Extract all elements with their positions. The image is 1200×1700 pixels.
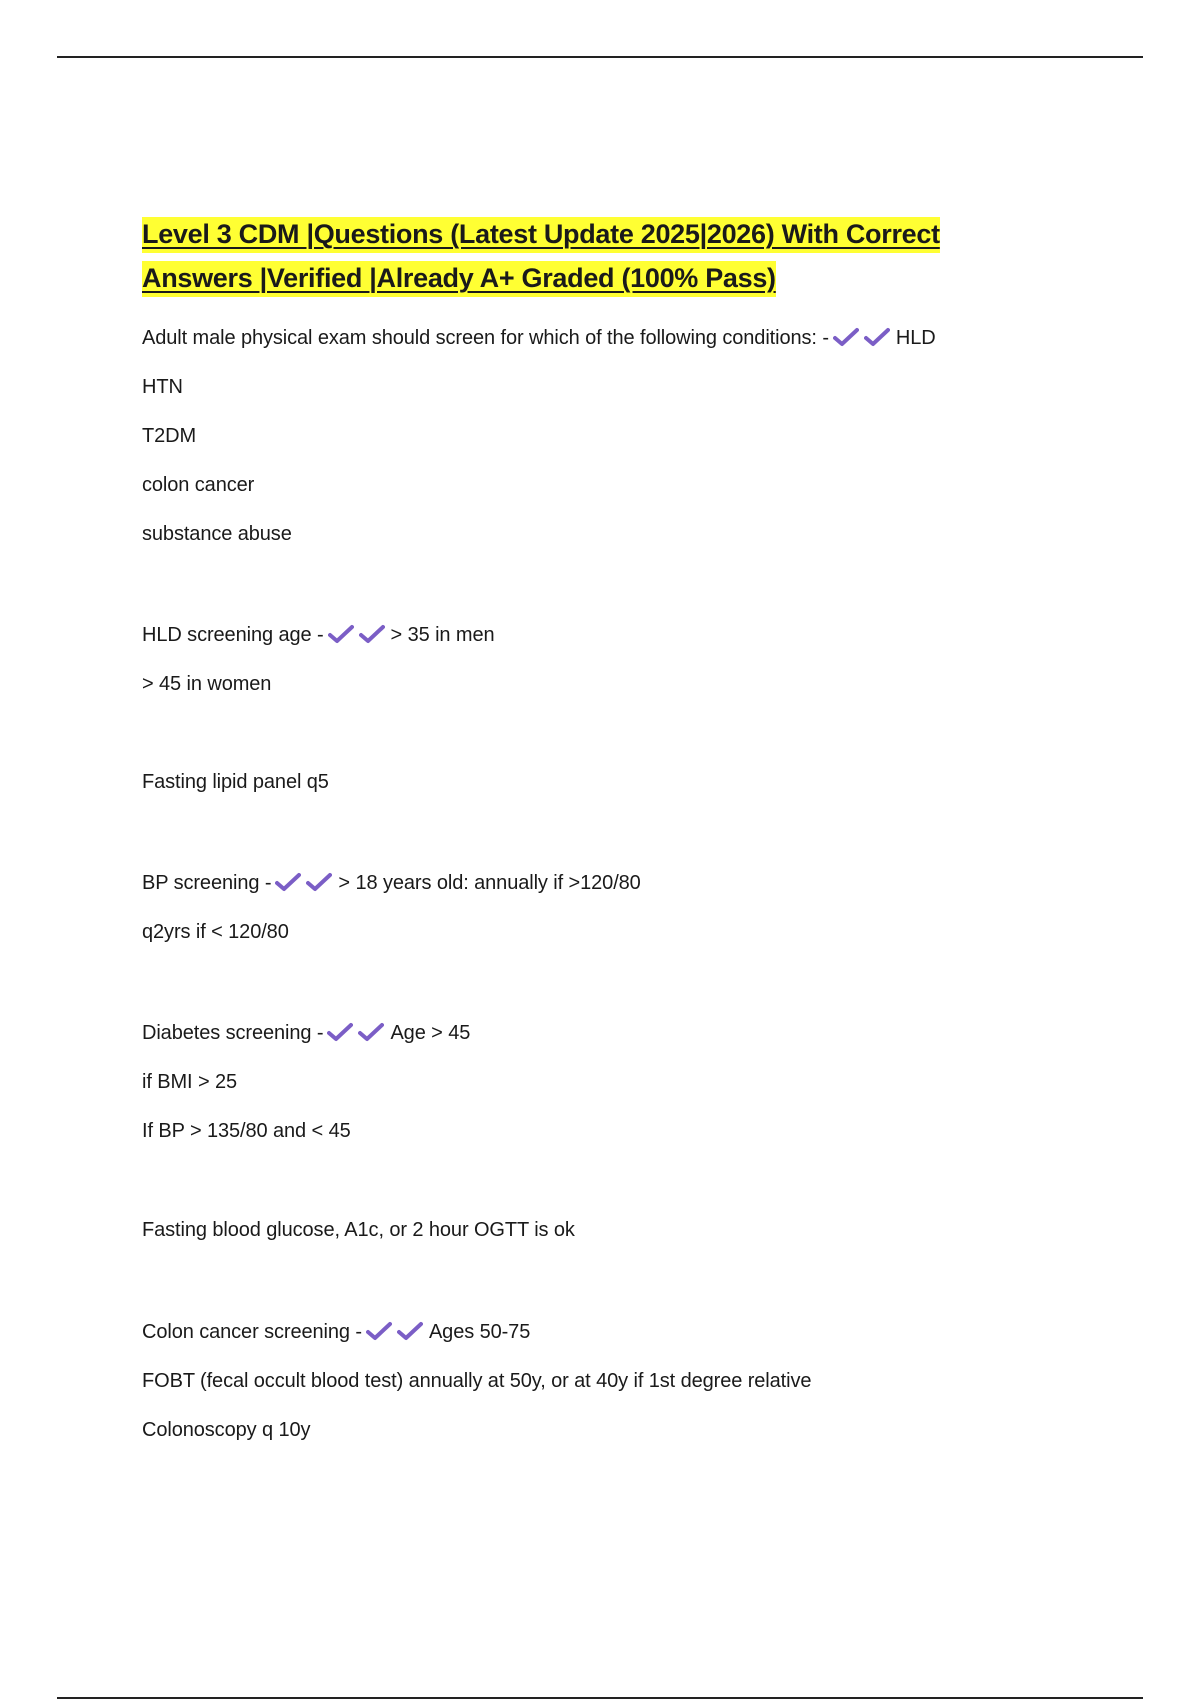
check-icon <box>306 872 332 892</box>
top-rule <box>57 56 1143 58</box>
check-icon <box>359 624 385 644</box>
answer-marker <box>328 624 387 652</box>
check-icon <box>327 1022 353 1042</box>
answer-text: Ages 50-75 <box>428 1321 531 1343</box>
answer-line: FOBT (fecal occult blood test) annually at 50y, or at 40y if 1st degree relative <box>142 1370 812 1392</box>
question-line <box>142 621 495 652</box>
answer-text: Age > 45 <box>390 1022 471 1044</box>
answer-line: substance abuse <box>142 523 292 545</box>
answer-marker <box>366 1321 425 1349</box>
question-text: BP screening - <box>142 872 272 894</box>
answer-line: > 45 in women <box>142 673 272 695</box>
check-icon <box>366 1321 392 1341</box>
bottom-rule <box>57 1697 1143 1699</box>
answer-line: Fasting lipid panel q5 <box>142 771 329 793</box>
question-text: Diabetes screening - <box>142 1022 324 1044</box>
check-icon <box>358 1022 384 1042</box>
question-line <box>142 1019 470 1050</box>
check-icon <box>864 327 890 347</box>
answer-line: if BMI > 25 <box>142 1071 238 1093</box>
question-line <box>142 869 641 900</box>
answer-marker <box>327 1022 386 1050</box>
check-icon <box>275 872 301 892</box>
question-text: Colon cancer screening - <box>142 1321 362 1343</box>
answer-line: HTN <box>142 376 183 398</box>
question-text: HLD screening age - <box>142 624 324 646</box>
answer-line: colon cancer <box>142 474 255 496</box>
title-line-1: Level 3 CDM |Questions (Latest Update 2025|2026) With Correct <box>142 217 940 253</box>
answer-line: Fasting blood glucose, A1c, or 2 hour OGTT is ok <box>142 1219 575 1241</box>
answer-text: > 35 in men <box>390 624 495 646</box>
answer-marker <box>275 872 334 900</box>
question-text: Adult male physical exam should screen for which of the following conditions: - <box>142 327 829 349</box>
answer-line: If BP > 135/80 and < 45 <box>142 1120 351 1142</box>
title-line-2: Answers |Verified |Already A+ Graded (100% Pass) <box>142 261 776 297</box>
check-icon <box>328 624 354 644</box>
answer-line: T2DM <box>142 425 197 447</box>
answer-line: q2yrs if < 120/80 <box>142 921 289 943</box>
document-title <box>142 212 1042 300</box>
answer-text: > 18 years old: annually if >120/80 <box>338 872 641 894</box>
question-line <box>142 324 936 355</box>
answer-line: Colonoscopy q 10y <box>142 1419 311 1441</box>
check-icon <box>397 1321 423 1341</box>
question-line <box>142 1318 530 1349</box>
check-icon <box>833 327 859 347</box>
answer-text: HLD <box>895 327 936 349</box>
answer-marker <box>833 327 892 355</box>
